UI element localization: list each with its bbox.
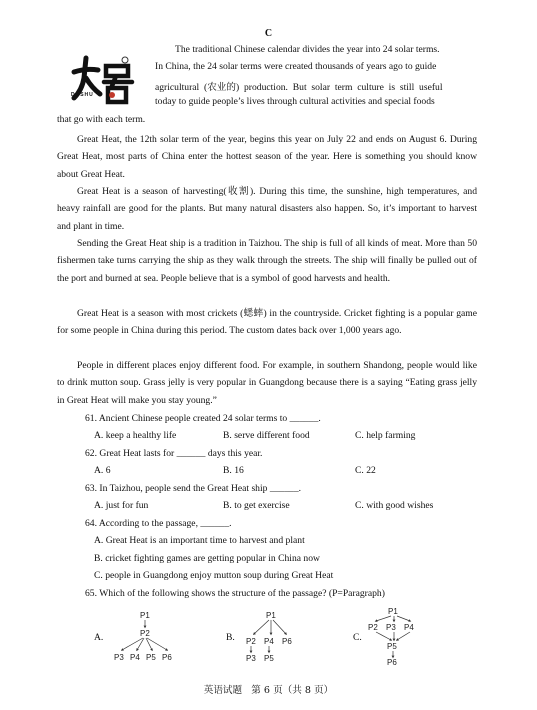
question-61: 61. Ancient Chinese people created 24 solar terms to ______. <box>85 413 321 424</box>
q65-option-a[interactable]: A. <box>94 632 104 643</box>
section-letter: C <box>264 28 273 39</box>
q63-option-b[interactable]: B. to get exercise <box>223 500 290 511</box>
q64-option-b[interactable]: B. cricket fighting games are getting popular in China now <box>94 553 320 564</box>
paragraph-6: People in different places enjoy different food. For example, in southern Shandong, people would like to drink mutton soup. Grass jelly is very popular in Guangdong because there is a saying “Eating grass jelly in Great Heat will make you stay young.” <box>57 360 477 406</box>
paragraph-4: Sending the Great Heat ship is a tradition in Taizhou. The ship is full of all kinds of meat. More than 50 fishermen take turns carrying the ship as they walk through the streets. The ship will finally be pulled out of the port and burned at sea. People believe that is a symbol of good harvests and health. <box>57 238 477 284</box>
q64-option-a[interactable]: A. Great Heat is an important time to harvest and plant <box>94 535 305 546</box>
p1-line4: today to guide people’s lives through cultural activities and special foods <box>155 96 435 107</box>
structure-diagram-b <box>240 610 310 666</box>
paragraph-3: Great Heat is a season of harvesting(收割). During this time, the sunshine, high temperatures, and heavy rainfall are good for the plants. But many natural disasters also happen. So, it’s important to harvest and plant in time. <box>57 186 477 232</box>
paragraph-5: Great Heat is a season with most crickets (蟋蟀) in the countryside. Cricket fighting is a popular game for some people in China during this period. The custom dates back over 1,000 years ago. <box>57 308 477 337</box>
diag-a-leaf: P5 <box>146 653 156 662</box>
diag-a-leaf: P4 <box>130 653 140 662</box>
structure-diagram-c <box>364 606 424 668</box>
q62-option-a[interactable]: A. 6 <box>94 465 111 476</box>
q61-option-c[interactable]: C. help farming <box>355 430 416 441</box>
diag-c-top: P1 <box>388 607 398 616</box>
q61-option-b[interactable]: B. serve different food <box>223 430 310 441</box>
diag-b-row3: P3 <box>246 654 256 663</box>
diag-a-leaf: P6 <box>162 653 172 662</box>
question-65: 65. Which of the following shows the structure of the passage? (P=Paragraph) <box>85 588 385 599</box>
diag-a-mid: P2 <box>140 629 150 638</box>
q62-option-b[interactable]: B. 16 <box>223 465 244 476</box>
diag-c-row2: P2 <box>368 623 378 632</box>
diag-b-row2: P6 <box>282 637 292 646</box>
logo-latin: DASHU <box>71 92 94 98</box>
diag-b-top: P1 <box>266 611 276 620</box>
great-heat-logo <box>68 48 146 108</box>
p1-line2: In China, the 24 solar terms were created thousands of years ago to guide <box>155 61 437 72</box>
diag-c-row2: P3 <box>386 623 396 632</box>
q65-option-c[interactable]: C. <box>353 632 362 643</box>
structure-diagram-a <box>112 610 182 666</box>
q61-option-a[interactable]: A. keep a healthy life <box>94 430 177 441</box>
diag-c-row3: P5 <box>387 642 397 651</box>
great-heat-calligraphy-icon <box>68 48 146 108</box>
q63-option-c[interactable]: C. with good wishes <box>355 500 434 511</box>
q62-option-c[interactable]: C. 22 <box>355 465 376 476</box>
diag-b-row2: P4 <box>264 637 274 646</box>
q64-option-c[interactable]: C. people in Guangdong enjoy mutton soup during Great Heat <box>94 570 334 581</box>
p1-line5: that go with each term. <box>57 114 146 125</box>
question-64: 64. According to the passage, ______. <box>85 518 232 529</box>
q63-option-a[interactable]: A. just for fun <box>94 500 149 511</box>
question-62: 62. Great Heat lasts for ______ days this year. <box>85 448 263 459</box>
q65-option-b[interactable]: B. <box>226 632 235 643</box>
diag-b-row2: P2 <box>246 637 256 646</box>
diag-c-row4: P6 <box>387 658 397 667</box>
paragraph-2: Great Heat, the 12th solar term of the year, begins this year on July 22 and ends on August 6. During Great Heat, most parts of China enter the hottest season of the year. Here is something you should know about Great Heat. <box>57 134 477 180</box>
p1-line1: The traditional Chinese calendar divides the year into 24 solar terms. <box>175 44 440 55</box>
question-63: 63. In Taizhou, people send the Great Heat ship ______. <box>85 483 302 494</box>
p1-line3: agricultural (农业的) production. But solar term culture is still useful <box>155 82 443 93</box>
diag-a-top: P1 <box>140 611 150 620</box>
page-footer: 英语试题 第 6 页（共 8 页） <box>203 685 334 696</box>
diag-b-row3: P5 <box>264 654 274 663</box>
diag-a-leaf: P3 <box>114 653 124 662</box>
diag-c-row2: P4 <box>404 623 414 632</box>
